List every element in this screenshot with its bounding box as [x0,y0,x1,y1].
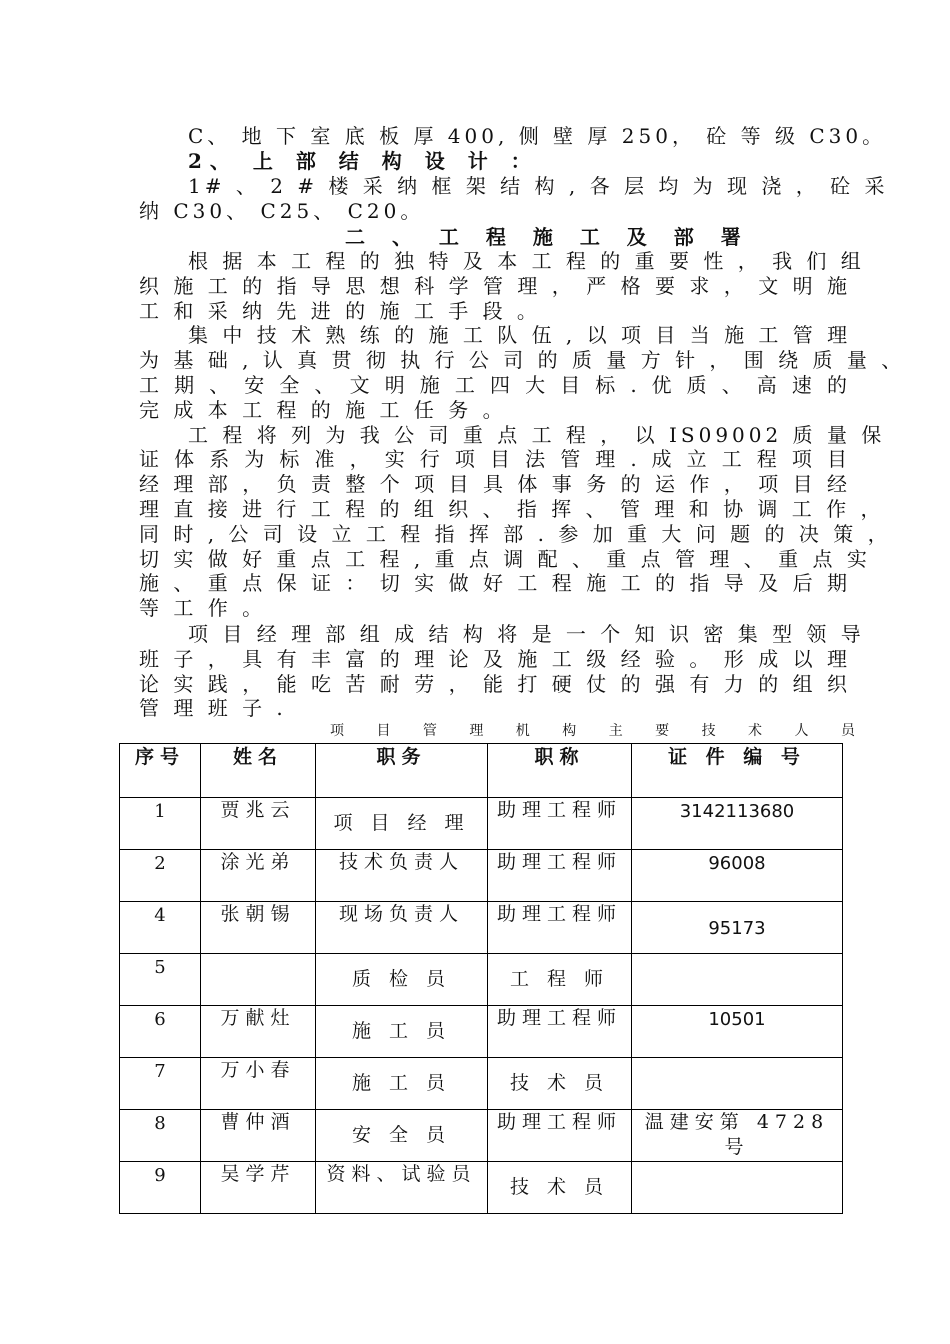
table-cell: 助理工程师 [488,850,632,902]
table-row [120,798,843,850]
table-row [120,850,843,902]
paragraph-line: 经 理 部 ， 负 责 整 个 项 目 具 体 事 务 的 运 作 ， 项 目 经 [139,472,851,496]
table-cell: 助理工程师 [488,1110,632,1162]
paragraph-line: 完 成 本 工 程 的 施 工 任 务 。 [139,398,507,422]
table-row [120,902,843,954]
table-cell: 助理工程师 [488,798,632,850]
chapter-heading: 二 、 工 程 施 工 及 部 署 [345,225,751,249]
column-header: 职务 [316,744,488,798]
column-header: 证 件 编 号 [632,744,843,798]
paragraph-line: 工 期 、 安 全 、 文 明 施 工 四 大 目 标 . 优 质 、 高 速 的 [139,373,851,397]
paragraph-line: 项 目 经 理 部 组 成 结 构 将 是 一 个 知 识 密 集 型 领 导 [188,622,865,646]
table-cell [632,1058,843,1110]
paragraph-line: 切 实 做 好 重 点 工 程 , 重 点 调 配 、 重 点 管 理 、 重 点 实 [139,547,871,571]
table-cell: 1 [120,798,201,850]
table-cell: 质 检 员 [316,954,488,1006]
table-cell: 7 [120,1058,201,1110]
paragraph-line: 施 、 重 点 保 证 ： 切 实 做 好 工 程 施 工 的 指 导 及 后 期 [139,571,851,595]
table-cell: 吴学芹 [201,1162,316,1214]
table-cell: 万小春 [201,1058,316,1110]
section-heading: 2、 上 部 结 构 设 计 ： [188,149,539,173]
table-cell: 技 术 员 [488,1162,632,1214]
paragraph-line: 同 时 , 公 司 设 立 工 程 指 挥 部 . 参 加 重 大 问 题 的 决 策 ， [139,522,892,546]
table-cell: 项 目 经 理 [316,798,488,850]
table-cell [201,954,316,1006]
paragraph-line: 根 据 本 工 程 的 独 特 及 本 工 程 的 重 要 性 ， 我 们 组 [188,249,865,273]
paragraph-line: 论 实 践 ， 能 吃 苦 耐 劳 ， 能 打 硬 仗 的 强 有 力 的 组 织 [139,672,851,696]
table-cell: 贾兆云 [201,798,316,850]
table-cell: 资料、试验员 [316,1162,488,1214]
table-cell: 温建安第 4728 号 [632,1110,843,1162]
table-cell: 96008 [632,850,843,902]
paragraph-line: 1# 、 2 # 楼 采 纳 框 架 结 构 , 各 层 均 为 现 浇 ， 砼 采 [188,174,889,198]
table-cell: 安 全 员 [316,1110,488,1162]
table-cell: 涂光弟 [201,850,316,902]
column-header: 序号 [120,744,201,798]
paragraph-line: 织 施 工 的 指 导 思 想 科 学 管 理 ， 严 格 要 求 ， 文 明 施 [139,274,851,298]
table-cell: 张朝锡 [201,902,316,954]
paragraph-line: 班 子 ， 具 有 丰 富 的 理 论 及 施 工 级 经 验 。 形 成 以 理 [139,647,851,671]
table-cell: 施 工 员 [316,1006,488,1058]
table-row [120,1058,843,1110]
table-cell: 工 程 师 [488,954,632,1006]
table-cell: 助理工程师 [488,902,632,954]
paragraph-line: 工 和 采 纳 先 进 的 施 工 手 段 。 [139,299,541,323]
table-cell: 8 [120,1110,201,1162]
column-header: 职称 [488,744,632,798]
table-cell [632,1162,843,1214]
paragraph-line: 理 直 接 进 行 工 程 的 组 织 、 指 挥 、 管 理 和 协 调 工 作 ， [139,497,885,521]
table-cell: 技术负责人 [316,850,488,902]
table-row [120,1006,843,1058]
paragraph-line: 管 理 班 子 . [139,696,287,720]
table-row [120,1110,843,1162]
table-cell: 4 [120,902,201,954]
table-cell: 助理工程师 [488,1006,632,1058]
staff-table [119,743,843,1214]
table-cell: 3142113680 [632,798,843,850]
table-cell: 现场负责人 [316,902,488,954]
table-row [120,1162,843,1214]
paragraph-line: 工 程 将 列 为 我 公 司 重 点 工 程 ， 以 IS09002 质 量 保 [188,423,886,447]
paragraph-line: C、 地 下 室 底 板 厚 400, 侧 壁 厚 250， 砼 等 级 C30。 [188,124,887,148]
table-row [120,954,843,1006]
table-cell: 6 [120,1006,201,1058]
table-cell: 施 工 员 [316,1058,488,1110]
column-header: 姓名 [201,744,316,798]
paragraph-line: 为 基 础 , 认 真 贯 彻 执 行 公 司 的 质 量 方 针 ， 围 绕 质 量 、 [139,348,906,372]
paragraph-line: 证 体 系 为 标 准 ， 实 行 项 目 法 管 理 . 成 立 工 程 项 目 [139,447,851,471]
table-cell [632,954,843,1006]
table-cell: 万献灶 [201,1006,316,1058]
paragraph-line: 等 工 作 。 [139,596,267,620]
paragraph-line: 集 中 技 术 熟 练 的 施 工 队 伍 , 以 项 目 当 施 工 管 理 [188,323,852,347]
table-cell: 5 [120,954,201,1006]
table-header-row [120,744,843,798]
paragraph-line: 纳 C30、 C25、 C20。 [139,199,425,223]
table-cell: 95173 [632,902,843,954]
table-cell: 9 [120,1162,201,1214]
table-cell: 10501 [632,1006,843,1058]
table-cell: 技 术 员 [488,1058,632,1110]
table-cell: 2 [120,850,201,902]
table-cell: 曹仲酒 [201,1110,316,1162]
table-caption: 项 目 管 理 机 构 主 要 技 术 人 员 [330,723,869,739]
